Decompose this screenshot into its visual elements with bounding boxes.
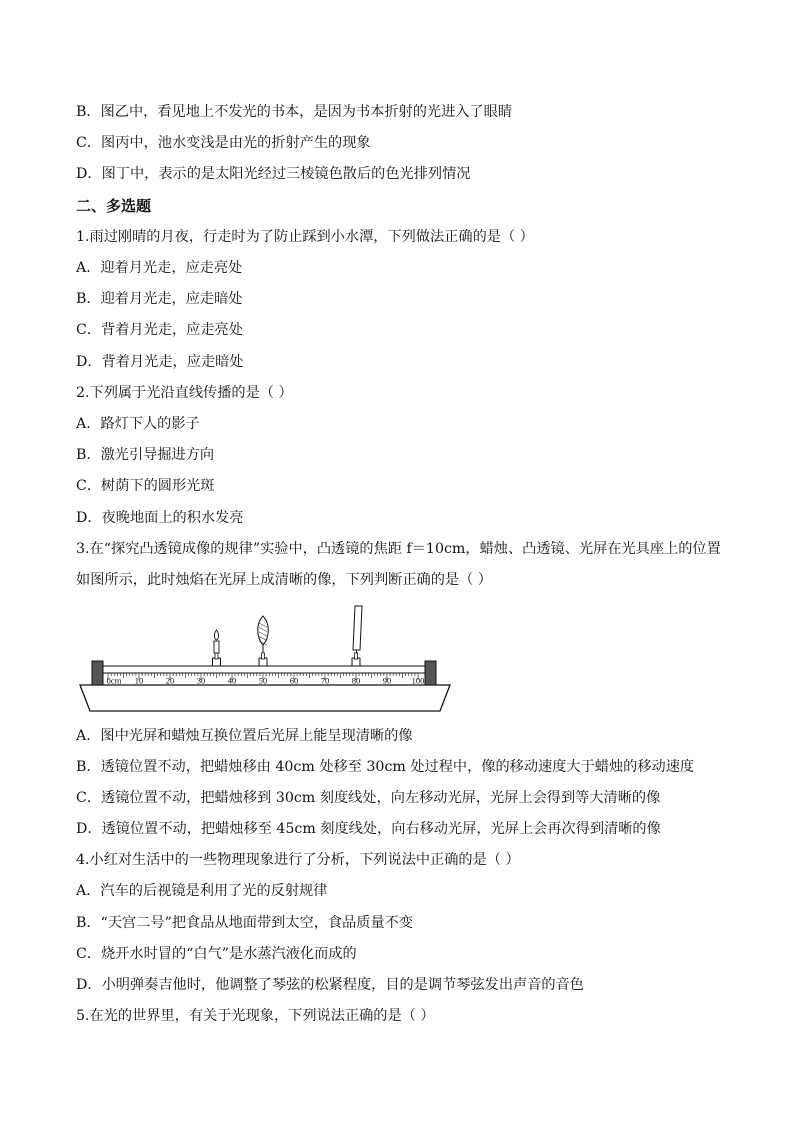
question-3-option-d: D．透镜位置不动，把蜡烛移至 45cm 刻度线处，向右移动光屏，光屏上会再次得到清晰的像 [76, 821, 661, 837]
bench-base [80, 685, 450, 711]
question-3-option-b: B．透镜位置不动，把蜡烛移由 40cm 处移至 30cm 处过程中，像的移动速度大于蜡烛的移动速度 [76, 759, 695, 775]
question-4-option-a: A．汽车的后视镜是利用了光的反射规律 [76, 883, 328, 899]
question-1-option-b: B．迎着月光走，应走暗处 [76, 291, 243, 307]
candle [214, 641, 219, 653]
question-1-option-a: A．迎着月光走，应走亮处 [76, 260, 243, 276]
candle-flame [214, 630, 218, 640]
bench-right-end [425, 661, 436, 685]
ruler-label: 60 [289, 675, 299, 686]
ruler-label: 20 [165, 675, 175, 686]
ruler-label: 10 [134, 675, 144, 686]
question-3-option-c: C．透镜位置不动，把蜡烛移到 30cm 刻度线处，向左移动光屏，光屏上会得到等大清晰的像 [76, 790, 661, 806]
screen-holder [352, 653, 360, 666]
option-d-top: D．图丁中，表示的是太阳光经过三棱镜色散后的色光排列情况 [76, 166, 471, 182]
question-1-option-c: C．背着月光走，应走亮处 [76, 322, 243, 338]
question-3-stem-line-2: 如图所示，此时烛焰在光屏上成清晰的像，下列判断正确的是（ ） [76, 572, 492, 588]
section-title: 二、多选题 [76, 197, 152, 215]
question-4-stem: 4.小红对生活中的一些物理现象进行了分析，下列说法中正确的是（ ） [76, 852, 520, 868]
question-4-option-d: D．小明弹奏吉他时，他调整了琴弦的松紧程度，目的是调节琴弦发出声音的音色 [76, 977, 584, 993]
convex-lens [258, 616, 269, 645]
question-2-option-a: A．路灯下人的影子 [76, 416, 200, 432]
question-1-option-d: D．背着月光走，应走暗处 [76, 354, 244, 370]
ruler-label: 100 [411, 675, 425, 686]
question-2-option-d: D．夜晚地面上的积水发亮 [76, 510, 244, 526]
ruler-label: 90 [382, 675, 392, 686]
option-c-top: C．图丙中，池水变浅是由光的折射产生的现象 [76, 135, 371, 151]
question-2-option-c: C．树荫下的圆形光斑 [76, 478, 215, 494]
ruler-label: 0cm [106, 675, 122, 686]
ruler-label: 30 [196, 675, 206, 686]
bench-left-end [92, 661, 103, 685]
question-3-option-a: A．图中光屏和蜡烛互换位置后光屏上能呈现清晰的像 [76, 728, 413, 744]
candle-holder [213, 653, 221, 666]
question-2-stem: 2.下列属于光沿直线传播的是（ ） [76, 385, 293, 401]
ruler-label: 80 [351, 675, 361, 686]
question-4-option-b: B．“天宫二号”把食品从地面带到太空，食品质量不变 [76, 915, 414, 931]
question-1-stem: 1.雨过刚晴的月夜，行走时为了防止踩到小水潭，下列做法正确的是（ ） [76, 229, 534, 245]
lens-holder [259, 653, 267, 666]
apparatus [213, 606, 363, 666]
question-2-option-b: B．激光引导掘进方向 [76, 447, 215, 463]
option-b-top: B．图乙中，看见地上不发光的书本，是因为书本折射的光进入了眼睛 [76, 104, 513, 120]
ruler-label: 50 [258, 675, 268, 686]
light-screen [353, 606, 362, 650]
optical-bench-figure [76, 603, 454, 715]
optical-bench-diagram [76, 603, 454, 715]
question-5-stem: 5.在光的世界里，有关于光现象，下列说法正确的是（ ） [76, 1008, 435, 1024]
ruler-label: 40 [227, 675, 237, 686]
ruler-label: 70 [320, 675, 330, 686]
question-4-option-c: C．烧开水时冒的“白气”是水蒸汽液化而成的 [76, 946, 357, 962]
question-3-stem-line-1: 3.在“探究凸透镜成像的规律”实验中，凸透镜的焦距 f＝10cm，蜡烛、凸透镜、光屏在光具座上的位置 [76, 541, 721, 557]
